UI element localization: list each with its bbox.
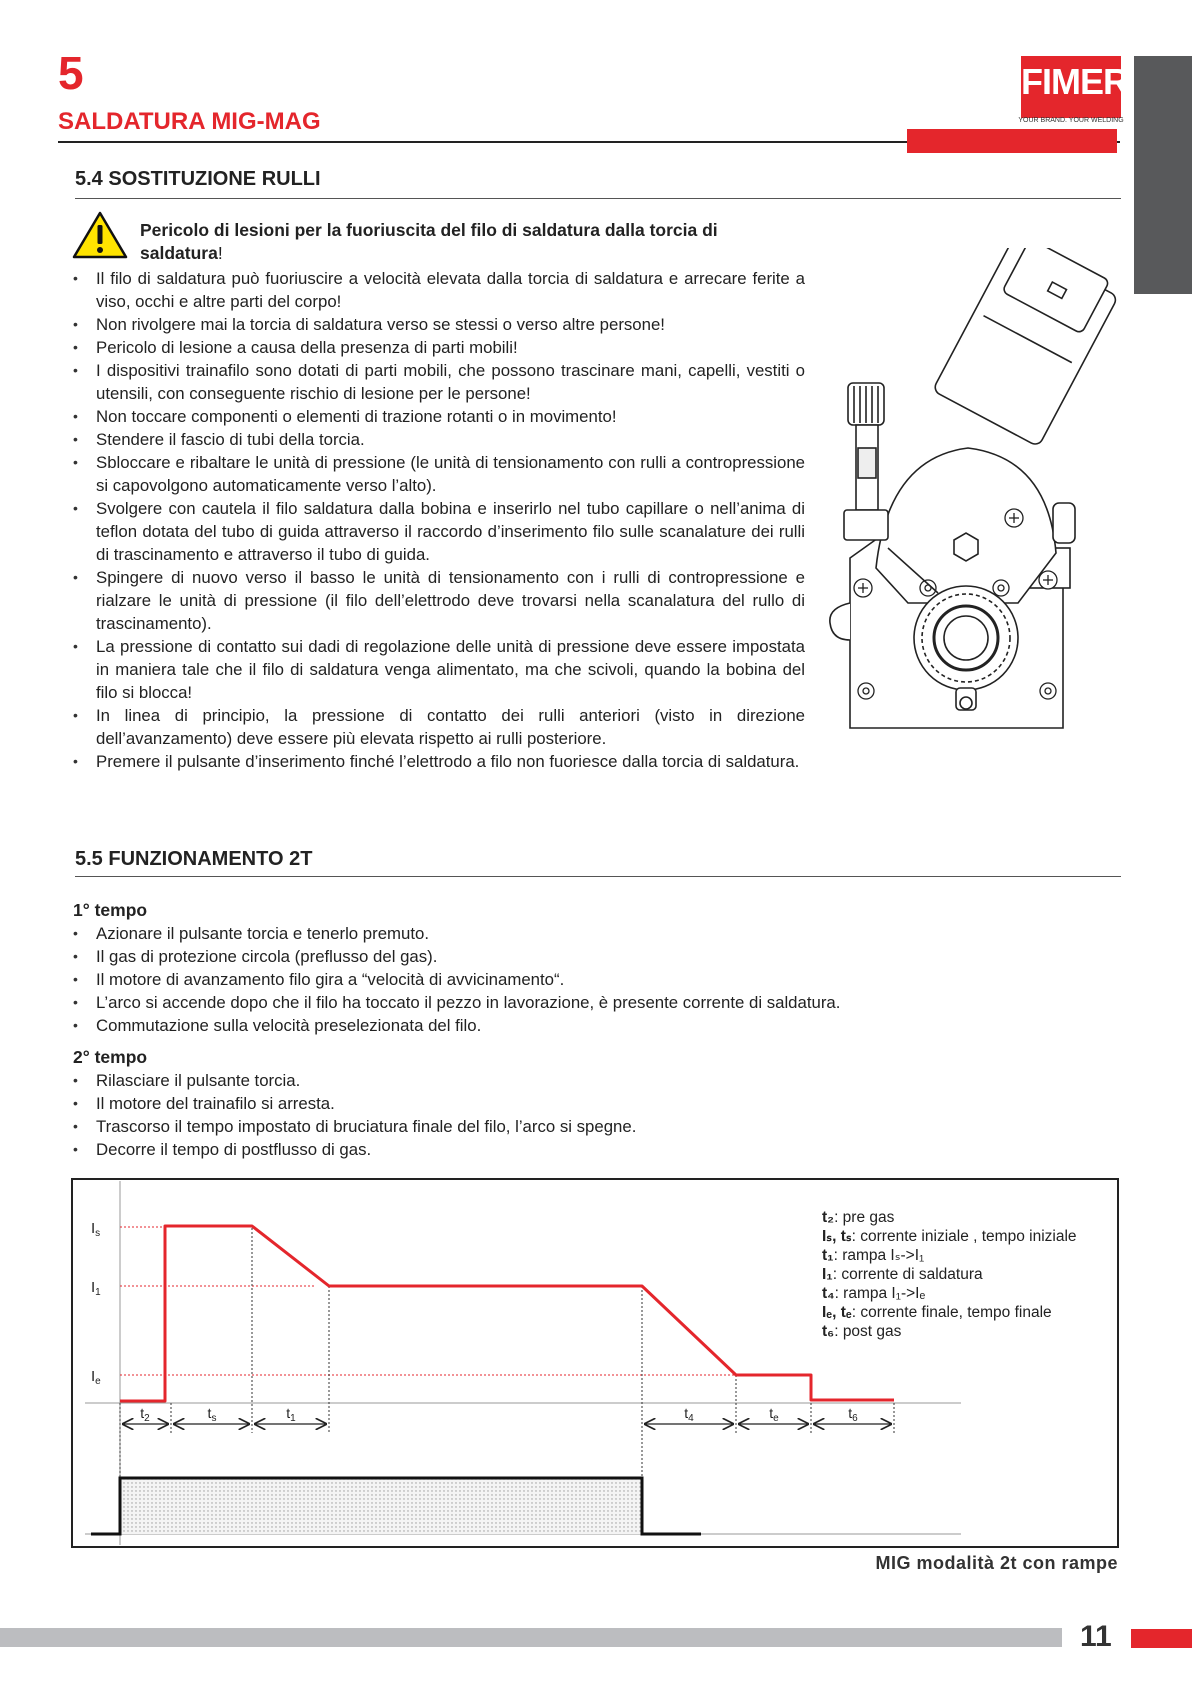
list-item: • Premere il pulsante d’inserimento finché l’elettrodo a filo non fuoriesce dalla torcia di saldatura. xyxy=(73,750,805,773)
warning-text xyxy=(140,219,805,265)
time-label-t2: $t_2$ xyxy=(140,1405,150,1424)
time-label-t1: $t_1$ xyxy=(286,1405,296,1424)
list-item: • I dispositivi trainafilo sono dotati di parti mobili, che possono trascinare mani, capelli, vestiti o utensili, con conseguente rischio di lesione per le persone! xyxy=(73,359,805,405)
time-label-t6: $t_6$ xyxy=(848,1405,858,1424)
list-item: • Azionare il pulsante torcia e tenerlo premuto. xyxy=(73,922,1073,945)
header-accent-bar xyxy=(907,129,1117,153)
list-item: • Il motore di avanzamento filo gira a “velocità di avvicinamento“. xyxy=(73,968,1073,991)
trigger-pressed-area xyxy=(120,1478,642,1534)
legend-item: t₄: rampa I₁->Iₑ xyxy=(822,1285,926,1302)
footer-bar xyxy=(0,1628,1062,1647)
list-item: • L’arco si accende dopo che il filo ha toccato il pezzo in lavorazione, è presente corrente di saldatura. xyxy=(73,991,1073,1014)
legend-item: Iₛ, tₛ: corrente iniziale , tempo iniziale xyxy=(822,1228,1077,1245)
list-item: • Decorre il tempo di postflusso di gas. xyxy=(73,1138,1073,1161)
page-number: 11 xyxy=(1080,1620,1112,1653)
list-item: • Il filo di saldatura può fuoriuscire a velocità elevata dalla torcia di saldatura e arrecare ferite a viso, occhi e altre parti del corpo! xyxy=(73,267,805,313)
time-label-t4: $t_4$ xyxy=(684,1405,694,1424)
legend-item: t₂: pre gas xyxy=(822,1209,895,1226)
diagram-caption: MIG modalità 2t con rampe xyxy=(875,1553,1118,1573)
y-label-is: $I_s$ xyxy=(91,1220,101,1239)
roller-replacement-list xyxy=(73,267,805,773)
warning-title: Pericolo di lesioni per la fuoriuscita del filo di saldatura dalla torcia di saldatura xyxy=(140,220,718,263)
list-item: • Il motore del trainafilo si arresta. xyxy=(73,1092,1073,1115)
y-label-ie: $I_e$ xyxy=(91,1368,101,1387)
list-item: • Il gas di protezione circola (preflusso del gas). xyxy=(73,945,1073,968)
list-item: • Non toccare componenti o elementi di trazione rotanti o in movimento! xyxy=(73,405,805,428)
legend-item: Iₑ, tₑ: corrente finale, tempo finale xyxy=(822,1304,1052,1321)
phase-1-list xyxy=(73,922,1073,1037)
section-rule-5-5 xyxy=(75,876,1121,877)
time-label-ts: $t_s$ xyxy=(207,1405,217,1424)
section-rule-5-4 xyxy=(75,198,1121,199)
warning-icon xyxy=(72,210,128,260)
brand-tagline: YOUR BRAND. YOUR WELDING xyxy=(1018,117,1124,124)
list-item: • Pericolo di lesione a causa della presenza di parti mobili! xyxy=(73,336,805,359)
warning-mark: ! xyxy=(217,243,223,263)
list-item: • Svolgere con cautela il filo saldatura dalla bobina e inserirlo nel tubo capillare o nell’anima di teflon dotata del tubo di guida attraverso il raccordo d’inserimento filo sulle scanalature dei rulli di trascinamento e attraverso il tubo di guida. xyxy=(73,497,805,566)
list-item: • In linea di principio, la pressione di contatto dei rulli anteriori (visto in direzione dell’avanzamento) deve essere più elevata rispetto ai rulli posteriore. xyxy=(73,704,805,750)
phase-2-title: 2° tempo xyxy=(73,1047,148,1067)
phase-1-title: 1° tempo xyxy=(73,900,148,920)
list-item: • Sbloccare e ribaltare le unità di pressione (le unità di tensionamento con rulli a contropressione si capovolgono automaticamente verso l’alto). xyxy=(73,451,805,497)
legend-item: I₁: corrente di saldatura xyxy=(822,1266,983,1283)
time-label-te: $t_e$ xyxy=(769,1405,779,1424)
section-title-5-5: 5.5 FUNZIONAMENTO 2T xyxy=(75,848,313,870)
legend-item: t₆: post gas xyxy=(822,1323,902,1340)
wire-feeder-illustration xyxy=(818,248,1138,738)
list-item: • La pressione di contatto sui dadi di regolazione delle unità di pressione deve essere impostata in maniera tale che il filo di saldatura venga alimentato, ma che scivoli, quando la bobina del filo si blocca! xyxy=(73,635,805,704)
brand-logo-text: FIMER xyxy=(1021,61,1128,102)
section-title-5-4: 5.4 SOSTITUZIONE RULLI xyxy=(75,168,321,190)
chapter-title: SALDATURA MIG-MAG xyxy=(58,108,321,135)
list-item: • Non rivolgere mai la torcia di saldatura verso se stessi o verso altre persone! xyxy=(73,313,805,336)
phase-2-list xyxy=(73,1069,1073,1161)
side-chapter-tab xyxy=(1134,56,1192,294)
legend-item: t₁: rampa Iₛ->I₁ xyxy=(822,1247,925,1264)
footer-accent xyxy=(1131,1629,1192,1648)
list-item: • Trascorso il tempo impostato di bruciatura finale del filo, l’arco si spegne. xyxy=(73,1115,1073,1138)
list-item: • Stendere il fascio di tubi della torcia. xyxy=(73,428,805,451)
y-label-i1: $I_1$ xyxy=(91,1279,101,1298)
list-item: • Spingere di nuovo verso il basso le unità di tensionamento con i rulli di contropressione e rialzare le unità di pressione (il filo dell’elettrodo deve trovarsi nella scanalatura del rullo di trascinamento). xyxy=(73,566,805,635)
list-item: • Commutazione sulla velocità preselezionata del filo. xyxy=(73,1014,1073,1037)
list-item: • Rilasciare il pulsante torcia. xyxy=(73,1069,1073,1092)
chapter-number: 5 xyxy=(58,47,84,99)
timing-diagram xyxy=(71,1178,1119,1548)
